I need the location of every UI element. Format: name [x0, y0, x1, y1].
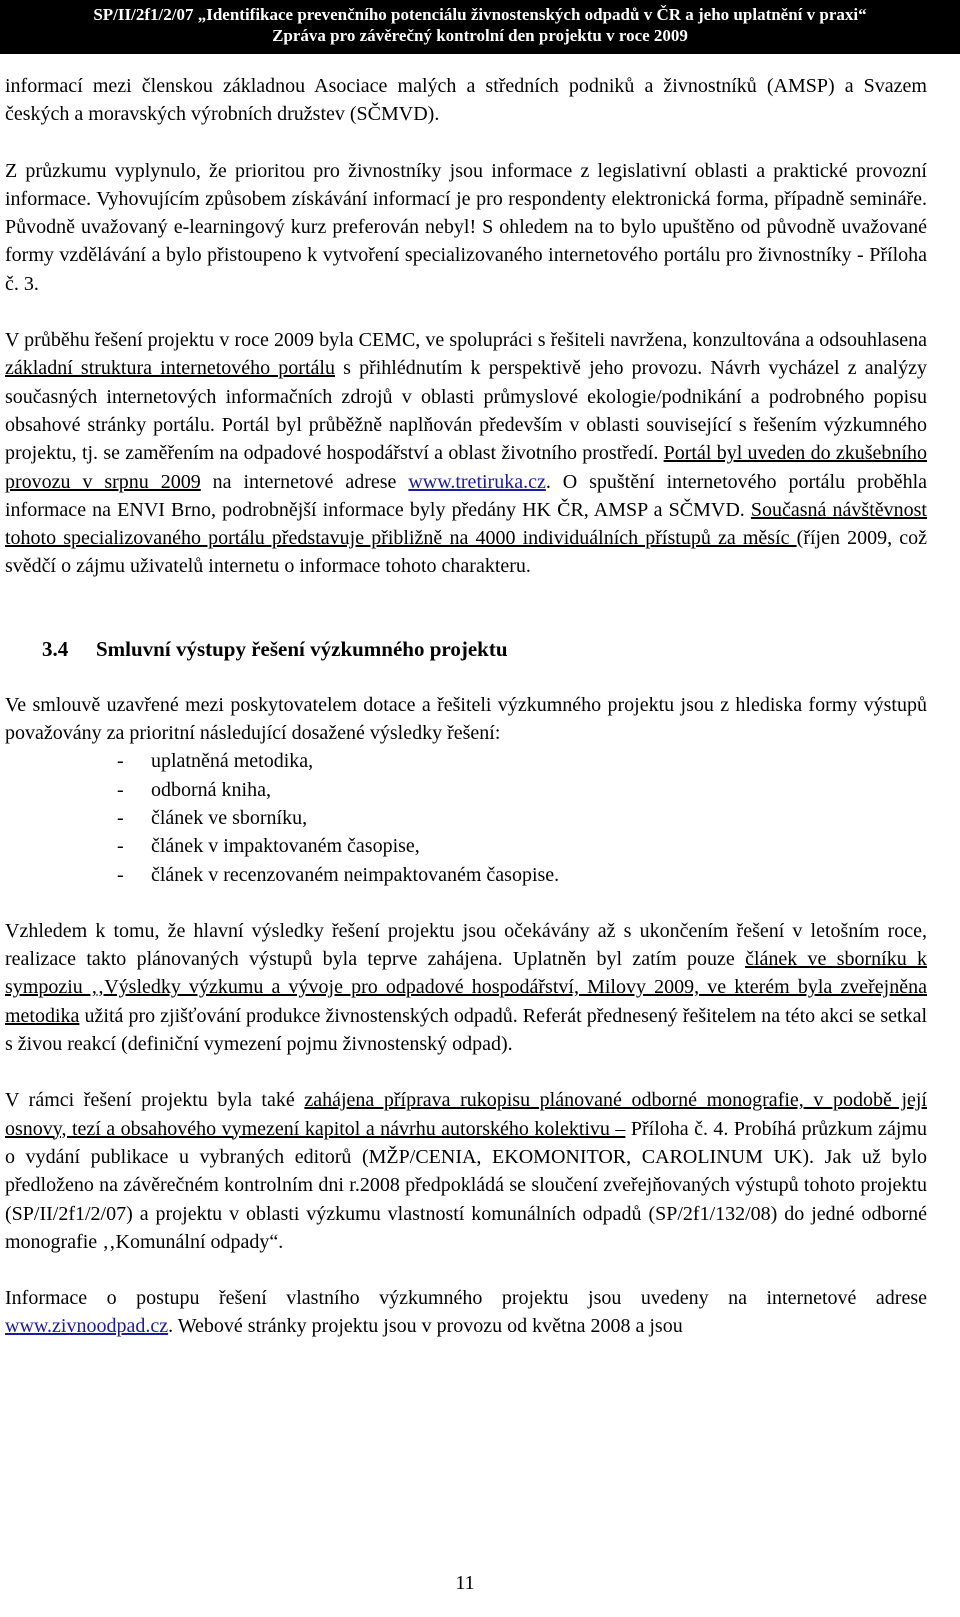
p3-text-c: s přihlédnutím k perspektivě jeho provozu. Návrh vycházel z analýzy současných internetových informačních zdrojů v oblasti průmyslové ekologie/podnikání a podrobného popisu obsahové stránky portálu. Portál byl průběžně naplňován především v oblasti související s řešením výzkumného projektu, tj. se zaměřením na odpadové hospodářství a oblast životního prostředí. [5, 357, 927, 465]
page-number: 11 [455, 1572, 475, 1594]
header-subtitle: Zpráva pro závěrečný kontrolní den projektu v roce 2009 [272, 26, 688, 45]
p3-text-h: (říjen 2009, což svědčí o zájmu uživatelů internetu o informace tohoto charakteru. [5, 527, 927, 578]
p5-underlined-article: článek ve sborníku k sympoziu ‚‚Výsledky výzkumu a vývoje pro odpadové hospodářství, Milovy 2009, ve kterém byla zveřejněna metodika [5, 948, 927, 1027]
p3-underlined-trial: Portál byl uveden do zkušebního provozu v srpnu 2009 [5, 442, 927, 493]
section-heading [5, 635, 927, 663]
paragraph-6 [5, 1086, 927, 1256]
paragraph-5 [5, 917, 927, 1058]
paragraph-3 [5, 326, 927, 581]
p3-text-a: V průběhu řešení projektu v roce 2009 byla CEMC, ve spolupráci s řešiteli navržena, konzultována a odsouhlasena [5, 329, 927, 352]
page-header [0, 0, 960, 54]
document-body [5, 72, 927, 1341]
paragraph-4: Ve smlouvě uzavřené mezi poskytovatelem dotace a řešiteli výzkumného projektu jsou z hlediska formy výstupů považovány za prioritní následující dosažené výsledky řešení: [5, 693, 927, 745]
header-title: SP/II/2f1/2/07 „Identifikace prevenčního potenciálu živnostenských odpadů v ČR a jeho uplatnění v praxi“ [93, 5, 867, 24]
p7-text-a: Informace o postupu řešení vlastního výzkumného projektu jsou uvedeny na internetové adrese [5, 1287, 927, 1310]
link-zivnoodpad[interactable]: www.zivnoodpad.cz [5, 1315, 169, 1338]
list-item: - odborná kniha, [109, 776, 927, 804]
p7-text-b: . Webové stránky projektu jsou v provozu od května 2008 a jsou [168, 1315, 683, 1338]
p5-text-a: Vzhledem k tomu, že hlavní výsledky řešení projektu jsou očekávány až s ukončením řešení v letošním roce, realizace takto plánovaných výstupů byla teprve zahájena. Uplatněn byl zatím pouze [5, 919, 927, 971]
p6-underlined-monograph: zahájena příprava rukopisu plánované odborné monografie, v podobě její osnovy, tezí a obsahového vymezení kapitol a návrhu autorského kolektivu – [5, 1089, 927, 1140]
list-item: - uplatněná metodika, [109, 747, 927, 775]
link-tretiruka[interactable]: www.tretiruka.cz [408, 470, 546, 493]
p3-underlined-structure: základní struktura internetového portálu [5, 357, 335, 380]
p6-text-a: V rámci řešení projektu byla také [5, 1089, 305, 1112]
paragraph-1: informací mezi členskou základnou Asociace malých a středních podniků a živnostníků (AMSP) a Svazem českých a moravských výrobních družstev (SČMVD). [5, 75, 927, 126]
list-item: - článek v impaktovaném časopise, [109, 832, 927, 860]
p3-underlined-traffic: Současná návštěvnost tohoto specializovaného portálu představuje přibližně na 4000 individuálních přístupů za měsíc [5, 498, 927, 550]
section-title: Smluvní výstupy řešení výzkumného projektu [96, 636, 508, 661]
section-number: 3.4 [42, 636, 69, 661]
paragraph-7 [5, 1284, 927, 1341]
list-item: - článek v recenzovaném neimpaktovaném časopise. [109, 861, 927, 889]
p3-text-e: na internetové adrese [200, 470, 409, 493]
outputs-list [5, 747, 927, 888]
list-item: - článek ve sborníku, [109, 804, 927, 832]
p6-text-c: Příloha č. 4. Probíhá průzkum zájmu o vydání publikace u vybraných editorů (MŽP/CENIA, EKOMONITOR, CAROLINUM UK). Jak už bylo předloženo na závěrečném kontrolním dni r.2008 předpokládá se sloučení zveřejňovaných výstupů tohoto projektu (SP/II/2f1/2/07) a projektu v oblasti výzkumu vlastností komunálních odpadů (SP/2f1/132/08) do jedné odborné monografie ‚‚Komunální odpady“. [5, 1117, 927, 1253]
paragraph-2: Z průzkumu vyplynulo, že prioritou pro živnostníky jsou informace z legislativní oblasti a praktické provozní informace. Vyhovujícím způsobem získávání informací je pro respondenty elektronická forma, případně semináře. Původně uvažovaný e-learningový kurz preferován nebyl! S ohledem na to bylo upuštěno od původně uvažované formy vzdělávání a bylo přistoupeno k vytvoření specializovaného internetového portálu pro živnostníky - Příloha č. 3. [5, 159, 927, 295]
p3-text-f: . O spuštění internetového portálu proběhla informace na ENVI Brno, podrobnější informace byly předány HK ČR, AMSP a SČMVD. [5, 470, 927, 521]
p5-text-c: užitá pro zjišťování produkce živnostenských odpadů. Referát přednesený řešitelem na této akci se setkal s živou reakcí (definiční vymezení pojmu živnostenský odpad). [5, 1004, 927, 1056]
